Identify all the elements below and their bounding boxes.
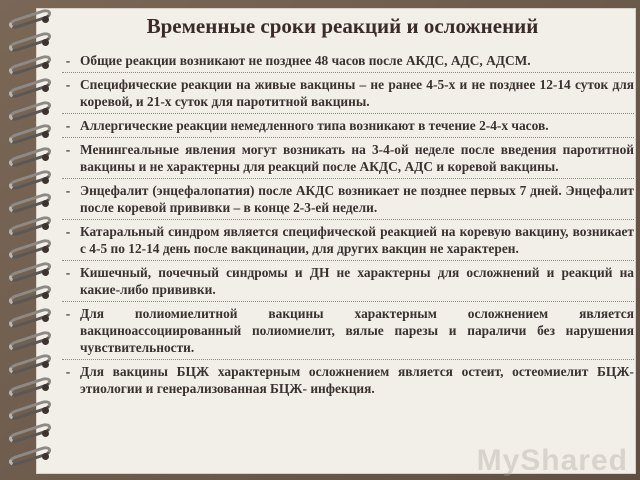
spiral-ring	[2, 288, 54, 302]
ring-hole	[42, 269, 49, 276]
bullet: -	[65, 77, 71, 92]
spiral-ring	[2, 242, 54, 256]
spiral-ring	[2, 265, 54, 279]
ring-hole	[42, 154, 49, 161]
list-item	[62, 76, 634, 114]
ring-hole	[42, 177, 49, 184]
ring-hole	[42, 108, 49, 115]
ring-hole	[42, 131, 49, 138]
spiral-ring	[2, 334, 54, 348]
spiral-ring	[2, 150, 54, 164]
bullet: -	[65, 265, 71, 280]
item-text: Аллергические реакции немедленного типа возникают в течение 2-4-х часов.	[80, 118, 549, 133]
spiral-ring	[2, 403, 54, 417]
item-text: Для вакцины БЦЖ характерным осложнением является остеит, остеомиелит БЦЖ-этиологии и генерализованная БЦЖ- инфекция.	[80, 364, 634, 396]
spiral-ring	[2, 311, 54, 325]
item-list	[62, 52, 634, 403]
list-item	[62, 141, 634, 179]
ring-hole	[42, 384, 49, 391]
list-item	[62, 223, 634, 261]
page-title: Временные сроки реакций и осложнений	[146, 14, 539, 38]
spiral-ring	[2, 380, 54, 394]
spiral-ring	[2, 58, 54, 72]
bullet: -	[65, 142, 71, 157]
bullet: -	[65, 224, 71, 239]
ring-hole	[42, 430, 49, 437]
ring-hole	[42, 200, 49, 207]
list-item	[62, 182, 634, 220]
bullet: -	[65, 364, 71, 379]
item-text: Менингеальные явления могут возникать на 3-4-ой неделе после введения паротитной вакцины и не характерны для реакций после АКДС, АДС и коревой вакцины.	[80, 142, 634, 174]
spiral-binding	[0, 8, 60, 474]
ring-hole	[42, 453, 49, 460]
item-text: Катаральный синдром является специфической реакцией на коревую вакцину, возникает с 4-5 по 12-14 день после вакцинации, для других вакцин не характерен.	[80, 224, 634, 256]
watermark-logo: MyShared	[476, 444, 628, 477]
spiral-ring	[2, 35, 54, 49]
spiral-ring	[2, 81, 54, 95]
ring-hole	[42, 315, 49, 322]
ring-hole	[42, 16, 49, 23]
ring-hole	[42, 292, 49, 299]
ring-hole	[42, 361, 49, 368]
spiral-ring	[2, 12, 54, 26]
list-item	[62, 52, 634, 73]
ring-hole	[42, 407, 49, 414]
ring-hole	[42, 85, 49, 92]
spiral-ring	[2, 426, 54, 440]
ring-hole	[42, 246, 49, 253]
list-item	[62, 117, 634, 138]
bullet: -	[65, 118, 71, 133]
spiral-ring	[2, 173, 54, 187]
item-text: Специфические реакции на живые вакцины – не ранее 4-5-х и не позднее 12-14 суток для коревой, и 21-х суток для паротитной вакцины.	[80, 77, 634, 109]
list-item	[62, 264, 634, 302]
ring-hole	[42, 39, 49, 46]
item-text: Для полиомиелитной вакцины характерным осложнением является вакциноассоциированный полиомиелит, вялые парезы и параличи без нарушения чувствительности.	[80, 306, 634, 355]
spiral-ring	[2, 449, 54, 463]
ring-hole	[42, 338, 49, 345]
bullet: -	[65, 53, 71, 68]
item-text: Энцефалит (энцефалопатия) после АКДС возникает не позднее первых 7 дней. Энцефалит после коревой прививки – в конце 2-3-ей недели.	[80, 183, 634, 215]
ring-hole	[42, 223, 49, 230]
spiral-ring	[2, 104, 54, 118]
spiral-ring	[2, 357, 54, 371]
item-text: Кишечный, почечный синдромы и ДН не характерны для осложнений и реакций на какие-либо прививки.	[80, 265, 634, 297]
bullet: -	[65, 306, 71, 321]
ring-hole	[42, 62, 49, 69]
spiral-ring	[2, 219, 54, 233]
item-text: Общие реакции возникают не позднее 48 часов после АКДС, АДС, АДСМ.	[80, 53, 531, 68]
bullet: -	[65, 183, 71, 198]
spiral-ring	[2, 196, 54, 210]
list-item	[62, 305, 634, 360]
list-item	[62, 363, 634, 400]
spiral-ring	[2, 127, 54, 141]
